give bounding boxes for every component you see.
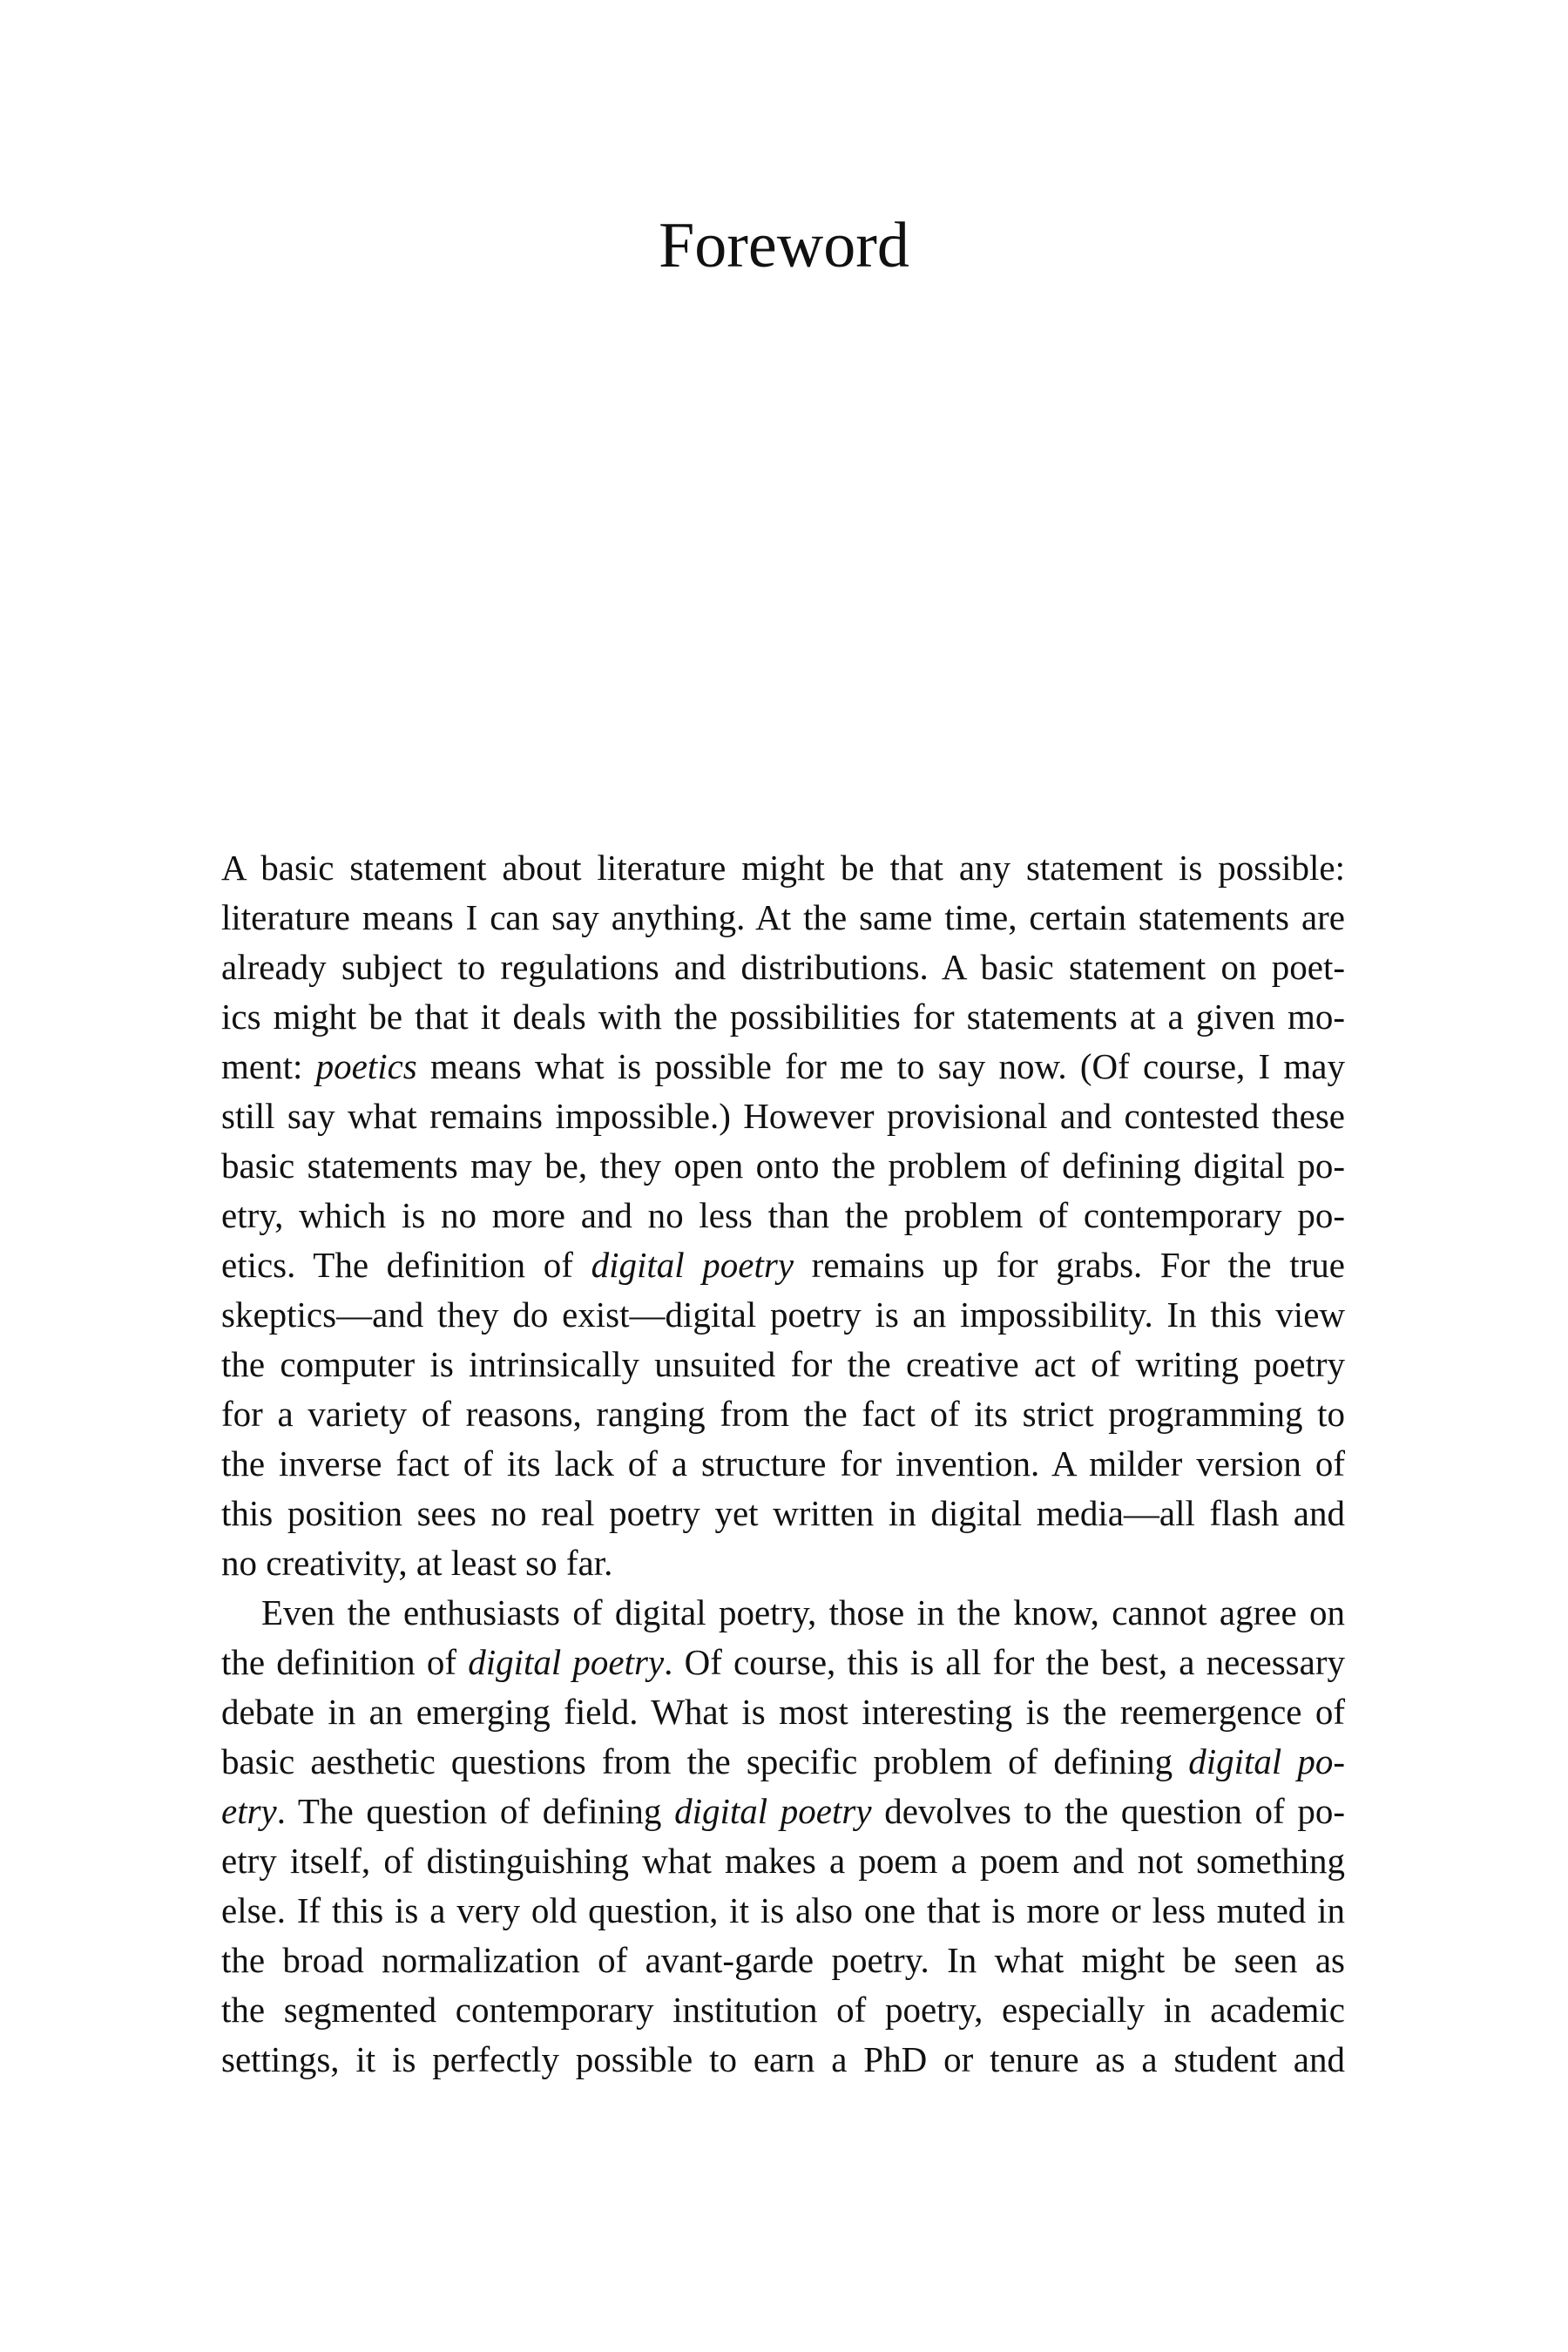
text-line <box>221 1687 1345 1737</box>
text-run: else. If this is a very old question, it is also one that is more or less muted in <box>221 1890 1345 1930</box>
text-run: literature means I can say anything. At the same time, certain statements are <box>221 897 1345 937</box>
text-line <box>221 1141 1345 1191</box>
text-line <box>221 893 1345 943</box>
text-line <box>221 1042 1345 1092</box>
text-line <box>221 1489 1345 1538</box>
text-run: already subject to regulations and distributions. A basic statement on poet- <box>221 947 1345 987</box>
text-line <box>221 1290 1345 1340</box>
text-line <box>221 1936 1345 1985</box>
text-run: the definition of <box>221 1642 469 1682</box>
text-run: . The question of defining <box>276 1791 675 1831</box>
text-line <box>221 1588 1345 1638</box>
text-run: etry, which is no more and no less than the problem of contemporary po- <box>221 1195 1345 1235</box>
text-line <box>221 1737 1345 1787</box>
paragraph-2 <box>221 1588 1345 2085</box>
text-line <box>221 1439 1345 1489</box>
text-line <box>221 1985 1345 2035</box>
text-run: basic aesthetic questions from the specific problem of defining <box>221 1741 1189 1781</box>
text-run: basic statements may be, they open onto the problem of defining digital po- <box>221 1146 1345 1186</box>
text-line <box>221 2035 1345 2085</box>
text-line <box>221 1092 1345 1141</box>
text-line <box>221 1240 1345 1290</box>
text-run: devolves to the question of po- <box>871 1791 1346 1831</box>
text-run: the inverse fact of its lack of a structure for invention. A milder version of <box>221 1443 1345 1484</box>
emphasis-text: digital po- <box>1188 1741 1346 1781</box>
text-line <box>221 1638 1345 1687</box>
text-line <box>221 1538 1345 1588</box>
text-run: the computer is intrinsically unsuited for the creative act of writing poetry <box>221 1344 1345 1384</box>
page-title: Foreword <box>659 210 909 281</box>
text-run: still say what remains impossible.) However provisional and contested these <box>221 1096 1345 1136</box>
text-run: . Of course, this is all for the best, a necessary <box>664 1642 1345 1682</box>
emphasis-text: digital poetry <box>468 1642 665 1682</box>
text-line <box>221 1886 1345 1936</box>
text-run: A basic statement about literature might be that any statement is possible: <box>221 848 1345 888</box>
emphasis-text: poetics <box>315 1046 417 1086</box>
emphasis-text: digital poetry <box>674 1791 872 1831</box>
paragraph-1 <box>221 843 1345 1588</box>
emphasis-text: digital poetry <box>591 1245 794 1285</box>
text-line <box>221 1340 1345 1389</box>
text-line <box>221 943 1345 992</box>
text-run: settings, it is perfectly possible to earn a PhD or tenure as a student and <box>221 2039 1345 2079</box>
text-run: for a variety of reasons, ranging from the fact of its strict programming to <box>221 1394 1345 1434</box>
text-line <box>221 1191 1345 1240</box>
emphasis-text: etry <box>221 1791 277 1831</box>
text-line <box>221 1389 1345 1439</box>
text-run: ment: <box>221 1046 316 1086</box>
text-run: remains up for grabs. For the true <box>794 1245 1346 1285</box>
text-run: no creativity, at least so far. <box>221 1543 613 1583</box>
text-run: debate in an emerging field. What is most interesting is the reemergence of <box>221 1692 1345 1732</box>
text-run: skeptics—and they do exist—digital poetry is an impossibility. In this view <box>221 1294 1345 1335</box>
text-line <box>221 992 1345 1042</box>
body-text <box>221 843 1345 2085</box>
text-run: means what is possible for me to say now. (Of course, I may <box>416 1046 1345 1086</box>
text-run: etry itself, of distinguishing what makes a poem a poem and not something <box>221 1841 1345 1881</box>
text-line <box>221 1836 1345 1886</box>
text-run: the segmented contemporary institution of poetry, especially in academic <box>221 1990 1345 2030</box>
text-run: this position sees no real poetry yet written in digital media—all flash and <box>221 1493 1345 1533</box>
text-run: the broad normalization of avant-garde poetry. In what might be seen as <box>221 1940 1345 1980</box>
text-run: Even the enthusiasts of digital poetry, those in the know, cannot agree on <box>261 1592 1345 1632</box>
text-run: ics might be that it deals with the possibilities for statements at a given mo- <box>221 997 1345 1037</box>
text-run: etics. The definition of <box>221 1245 591 1285</box>
text-line <box>221 843 1345 893</box>
text-line <box>221 1787 1345 1836</box>
